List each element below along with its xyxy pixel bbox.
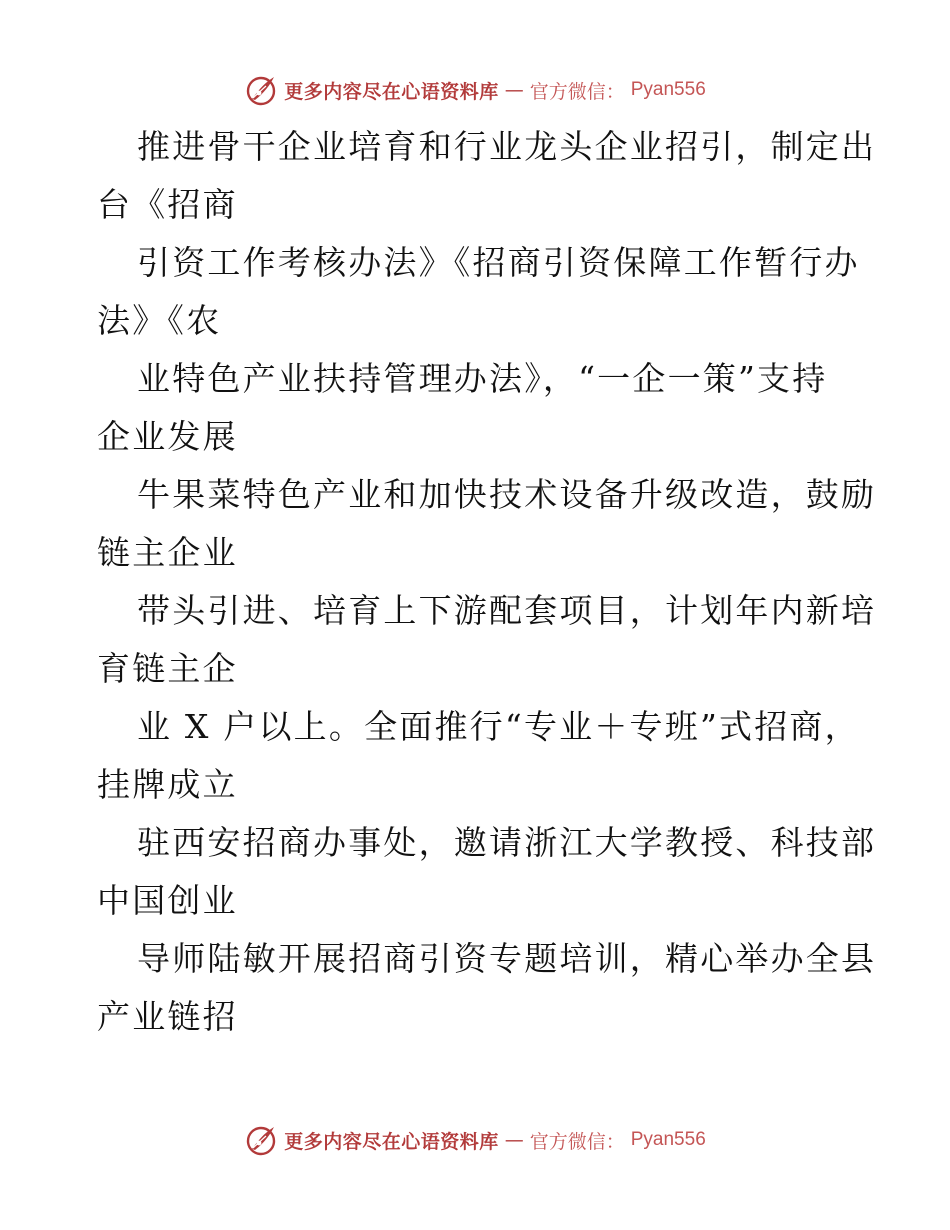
body-line: 企业发展 — [97, 417, 238, 456]
body-line: 带头引进、培育上下游配套项目，计划年内新培 — [137, 591, 877, 630]
document-body — [97, 118, 877, 1046]
body-line: 业特色产业扶持管理办法》，“一企一策”支持 — [137, 359, 828, 398]
body-line: 法》《农 — [97, 301, 222, 340]
body-line: 台《招商 — [97, 185, 238, 224]
footer-promo-text: 更多内容尽在心语资料库 — [284, 1130, 499, 1153]
body-line: 推进骨干企业培育和行业龙头企业招引，制定出 — [137, 127, 877, 166]
body-line: 牛果菜特色产业和加快技术设备升级改造，鼓励 — [137, 475, 877, 514]
body-line: 引资工作考核办法》《招商引资保障工作暂行办 — [137, 243, 860, 282]
body-line: 链主企业 — [97, 533, 238, 572]
header-wechat-label: 官方微信： — [529, 80, 625, 103]
footer-separator: — — [504, 1129, 524, 1151]
footer-wechat-id: Pyan556 — [630, 1129, 706, 1150]
header-banner — [0, 70, 950, 110]
quill-logo-icon — [244, 73, 278, 107]
footer-banner — [0, 1120, 950, 1160]
body-line: 导师陆敏开展招商引资专题培训，精心举办全县 — [137, 939, 877, 978]
body-line: 中国创业 — [97, 881, 238, 920]
body-line: 驻西安招商办事处，邀请浙江大学教授、科技部 — [137, 823, 877, 862]
header-separator: — — [504, 79, 524, 101]
body-line: 挂牌成立 — [97, 765, 238, 804]
body-line: 产业链招 — [97, 997, 238, 1036]
quill-logo-icon — [244, 1123, 278, 1157]
body-line: 育链主企 — [97, 649, 238, 688]
header-wechat-id: Pyan556 — [630, 79, 706, 100]
footer-wechat-label: 官方微信： — [529, 1130, 625, 1153]
body-line: 业 X 户以上。全面推行“专业＋专班”式招商， — [137, 707, 860, 746]
header-promo-text: 更多内容尽在心语资料库 — [284, 80, 499, 103]
